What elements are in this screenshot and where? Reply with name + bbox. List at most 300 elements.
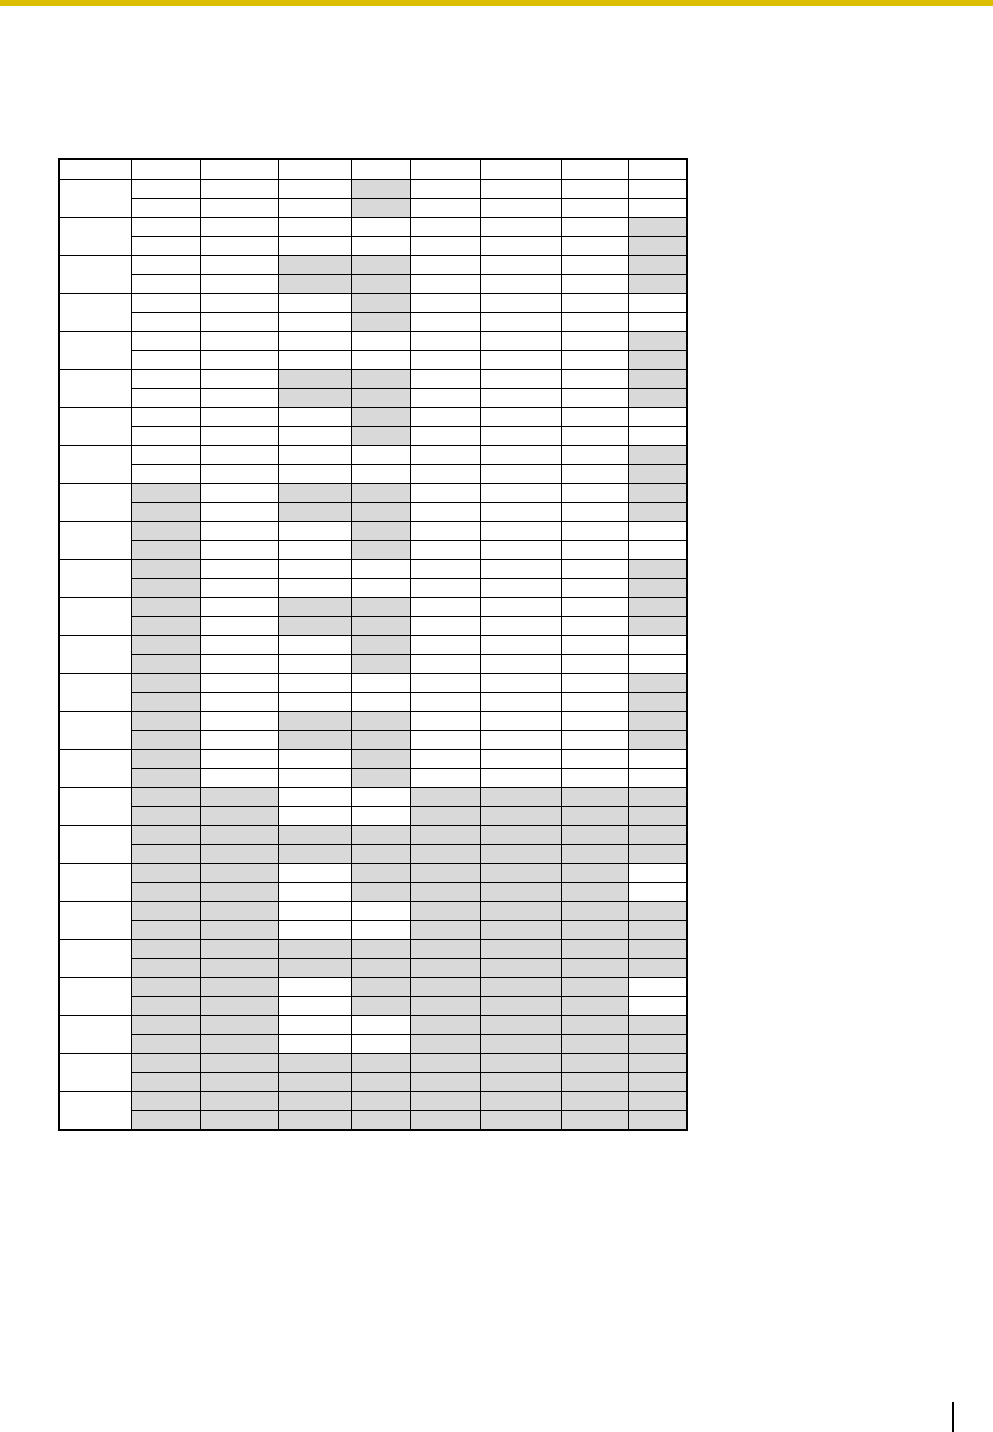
shaded-cell	[628, 370, 687, 389]
empty-cell	[410, 446, 480, 465]
shaded-cell	[131, 1092, 200, 1111]
shaded-cell	[131, 541, 200, 560]
empty-cell	[131, 294, 200, 313]
shaded-cell	[131, 921, 200, 940]
shaded-cell	[480, 959, 561, 978]
table-row	[59, 332, 687, 351]
empty-cell	[561, 484, 628, 503]
empty-cell	[351, 218, 410, 237]
empty-cell	[410, 218, 480, 237]
empty-cell	[131, 465, 200, 484]
shaded-cell	[351, 389, 410, 408]
empty-cell	[200, 503, 278, 522]
shaded-cell	[200, 978, 278, 997]
empty-cell	[278, 237, 351, 256]
shaded-cell	[131, 1035, 200, 1054]
shaded-cell	[351, 940, 410, 959]
shaded-cell	[628, 921, 687, 940]
row-group-label	[59, 978, 131, 1016]
shaded-cell	[561, 940, 628, 959]
empty-cell	[131, 313, 200, 332]
empty-cell	[561, 218, 628, 237]
shaded-cell	[351, 1073, 410, 1092]
empty-cell	[351, 921, 410, 940]
shaded-cell	[410, 997, 480, 1016]
empty-cell	[480, 408, 561, 427]
shaded-cell	[278, 389, 351, 408]
empty-cell	[410, 541, 480, 560]
empty-cell	[628, 769, 687, 788]
shaded-cell	[561, 1035, 628, 1054]
row-group-label	[59, 902, 131, 940]
shaded-cell	[131, 769, 200, 788]
table-row	[59, 1111, 687, 1131]
empty-cell	[561, 256, 628, 275]
empty-cell	[480, 750, 561, 769]
data-table	[58, 158, 688, 1131]
shaded-cell	[480, 1016, 561, 1035]
shaded-cell	[131, 1111, 200, 1131]
empty-cell	[480, 522, 561, 541]
empty-cell	[410, 636, 480, 655]
empty-cell	[200, 617, 278, 636]
table-row	[59, 541, 687, 560]
row-group-label	[59, 560, 131, 598]
shaded-cell	[278, 275, 351, 294]
table-row	[59, 978, 687, 997]
shaded-cell	[561, 1073, 628, 1092]
empty-cell	[561, 636, 628, 655]
empty-cell	[131, 237, 200, 256]
empty-cell	[200, 313, 278, 332]
shaded-cell	[410, 921, 480, 940]
shaded-cell	[351, 655, 410, 674]
row-group-label	[59, 370, 131, 408]
empty-cell	[278, 541, 351, 560]
empty-cell	[480, 446, 561, 465]
shaded-cell	[628, 826, 687, 845]
shaded-cell	[131, 940, 200, 959]
shaded-cell	[131, 845, 200, 864]
empty-cell	[131, 199, 200, 218]
shaded-cell	[278, 503, 351, 522]
empty-cell	[351, 1016, 410, 1035]
empty-cell	[628, 408, 687, 427]
empty-cell	[131, 218, 200, 237]
empty-cell	[561, 446, 628, 465]
empty-cell	[351, 674, 410, 693]
row-group-label	[59, 826, 131, 864]
shaded-cell	[410, 1016, 480, 1035]
empty-cell	[480, 503, 561, 522]
shaded-cell	[351, 845, 410, 864]
empty-cell	[278, 465, 351, 484]
shaded-cell	[200, 1016, 278, 1035]
shaded-cell	[131, 997, 200, 1016]
header-cell	[131, 159, 200, 180]
table-row	[59, 769, 687, 788]
table-row	[59, 446, 687, 465]
empty-cell	[410, 370, 480, 389]
empty-cell	[480, 332, 561, 351]
row-group-label	[59, 256, 131, 294]
shaded-cell	[480, 1111, 561, 1131]
shaded-cell	[131, 598, 200, 617]
empty-cell	[200, 351, 278, 370]
shaded-cell	[628, 598, 687, 617]
row-group-label	[59, 1054, 131, 1092]
shaded-cell	[200, 1111, 278, 1131]
empty-cell	[131, 408, 200, 427]
empty-cell	[561, 522, 628, 541]
empty-cell	[480, 617, 561, 636]
shaded-cell	[480, 826, 561, 845]
shaded-cell	[480, 807, 561, 826]
empty-cell	[278, 978, 351, 997]
empty-cell	[278, 921, 351, 940]
table-row	[59, 1035, 687, 1054]
shaded-cell	[278, 712, 351, 731]
shaded-cell	[278, 598, 351, 617]
table-row	[59, 750, 687, 769]
shaded-cell	[278, 617, 351, 636]
empty-cell	[480, 769, 561, 788]
empty-cell	[131, 351, 200, 370]
shaded-cell	[278, 370, 351, 389]
shaded-cell	[278, 1073, 351, 1092]
shaded-cell	[628, 674, 687, 693]
row-group-label	[59, 218, 131, 256]
empty-cell	[561, 180, 628, 199]
table-row	[59, 864, 687, 883]
empty-cell	[200, 294, 278, 313]
empty-cell	[351, 465, 410, 484]
empty-cell	[278, 750, 351, 769]
empty-cell	[278, 864, 351, 883]
empty-cell	[200, 275, 278, 294]
shaded-cell	[131, 674, 200, 693]
empty-cell	[410, 237, 480, 256]
shaded-cell	[351, 313, 410, 332]
shaded-cell	[278, 1111, 351, 1131]
row-group-label	[59, 484, 131, 522]
shaded-cell	[561, 826, 628, 845]
table-row	[59, 731, 687, 750]
empty-cell	[131, 446, 200, 465]
shaded-cell	[410, 1111, 480, 1131]
table-row	[59, 465, 687, 484]
shaded-cell	[480, 1035, 561, 1054]
shaded-cell	[278, 256, 351, 275]
row-group-label	[59, 446, 131, 484]
header-cell	[561, 159, 628, 180]
header-rule	[0, 0, 993, 6]
shaded-cell	[351, 750, 410, 769]
empty-cell	[131, 370, 200, 389]
shaded-cell	[351, 484, 410, 503]
shaded-cell	[628, 788, 687, 807]
shaded-cell	[410, 1073, 480, 1092]
empty-cell	[131, 180, 200, 199]
empty-cell	[200, 598, 278, 617]
empty-cell	[561, 579, 628, 598]
shaded-cell	[131, 826, 200, 845]
table-row	[59, 902, 687, 921]
empty-cell	[410, 693, 480, 712]
shaded-cell	[278, 940, 351, 959]
empty-cell	[480, 674, 561, 693]
empty-cell	[278, 902, 351, 921]
shaded-cell	[628, 503, 687, 522]
row-group-label	[59, 522, 131, 560]
empty-cell	[561, 674, 628, 693]
empty-cell	[410, 332, 480, 351]
page-edge-marker	[952, 1402, 954, 1432]
shaded-cell	[351, 199, 410, 218]
shaded-cell	[200, 807, 278, 826]
shaded-cell	[480, 845, 561, 864]
shaded-cell	[561, 902, 628, 921]
empty-cell	[278, 883, 351, 902]
empty-cell	[480, 484, 561, 503]
table-row	[59, 1054, 687, 1073]
empty-cell	[480, 465, 561, 484]
shaded-cell	[480, 883, 561, 902]
empty-cell	[480, 389, 561, 408]
shaded-cell	[628, 256, 687, 275]
shaded-cell	[628, 845, 687, 864]
shaded-cell	[351, 598, 410, 617]
empty-cell	[351, 1035, 410, 1054]
shaded-cell	[131, 1073, 200, 1092]
row-group-label	[59, 674, 131, 712]
shaded-cell	[480, 978, 561, 997]
shaded-cell	[351, 427, 410, 446]
row-group-label	[59, 636, 131, 674]
empty-cell	[410, 465, 480, 484]
shaded-cell	[628, 446, 687, 465]
row-group-label	[59, 1016, 131, 1054]
shaded-cell	[628, 1035, 687, 1054]
shaded-cell	[628, 1073, 687, 1092]
empty-cell	[480, 636, 561, 655]
table-row	[59, 484, 687, 503]
shaded-cell	[131, 883, 200, 902]
empty-cell	[200, 674, 278, 693]
empty-cell	[628, 180, 687, 199]
empty-cell	[278, 579, 351, 598]
table-row	[59, 788, 687, 807]
shaded-cell	[410, 959, 480, 978]
empty-cell	[480, 579, 561, 598]
empty-cell	[278, 408, 351, 427]
shaded-cell	[351, 256, 410, 275]
shaded-cell	[628, 902, 687, 921]
empty-cell	[480, 180, 561, 199]
empty-cell	[480, 313, 561, 332]
empty-cell	[561, 560, 628, 579]
shaded-cell	[628, 959, 687, 978]
shaded-cell	[410, 788, 480, 807]
empty-cell	[410, 256, 480, 275]
empty-cell	[278, 674, 351, 693]
shaded-cell	[410, 845, 480, 864]
empty-cell	[200, 332, 278, 351]
shaded-cell	[561, 1092, 628, 1111]
empty-cell	[278, 693, 351, 712]
shaded-cell	[200, 883, 278, 902]
shaded-cell	[351, 997, 410, 1016]
empty-cell	[410, 731, 480, 750]
table-row	[59, 389, 687, 408]
shaded-cell	[410, 864, 480, 883]
empty-cell	[480, 256, 561, 275]
empty-cell	[410, 674, 480, 693]
empty-cell	[628, 655, 687, 674]
empty-cell	[480, 275, 561, 294]
empty-cell	[410, 408, 480, 427]
shaded-cell	[278, 1092, 351, 1111]
empty-cell	[410, 560, 480, 579]
empty-cell	[561, 313, 628, 332]
table-header-row	[59, 159, 687, 180]
table-row	[59, 370, 687, 389]
shaded-cell	[410, 902, 480, 921]
shaded-cell	[410, 883, 480, 902]
empty-cell	[561, 370, 628, 389]
shaded-cell	[561, 883, 628, 902]
empty-cell	[200, 256, 278, 275]
shaded-cell	[351, 1054, 410, 1073]
shaded-cell	[351, 864, 410, 883]
shaded-cell	[628, 237, 687, 256]
empty-cell	[628, 864, 687, 883]
empty-cell	[351, 446, 410, 465]
shaded-cell	[200, 845, 278, 864]
empty-cell	[410, 351, 480, 370]
empty-cell	[410, 750, 480, 769]
table-row	[59, 351, 687, 370]
empty-cell	[131, 389, 200, 408]
empty-cell	[131, 275, 200, 294]
empty-cell	[351, 902, 410, 921]
table-row	[59, 275, 687, 294]
shaded-cell	[410, 940, 480, 959]
empty-cell	[628, 636, 687, 655]
empty-cell	[410, 313, 480, 332]
shaded-cell	[480, 1092, 561, 1111]
empty-cell	[200, 522, 278, 541]
row-group-label	[59, 408, 131, 446]
shaded-cell	[131, 978, 200, 997]
shaded-cell	[410, 1092, 480, 1111]
shaded-cell	[131, 484, 200, 503]
shaded-cell	[628, 218, 687, 237]
empty-cell	[200, 427, 278, 446]
shaded-cell	[278, 1054, 351, 1073]
shaded-cell	[200, 826, 278, 845]
shaded-cell	[278, 826, 351, 845]
empty-cell	[480, 427, 561, 446]
shaded-cell	[278, 959, 351, 978]
row-group-label	[59, 940, 131, 978]
header-cell	[59, 159, 131, 180]
empty-cell	[410, 522, 480, 541]
empty-cell	[278, 807, 351, 826]
shaded-cell	[480, 788, 561, 807]
row-group-label	[59, 332, 131, 370]
empty-cell	[278, 1035, 351, 1054]
shaded-cell	[351, 1092, 410, 1111]
empty-cell	[410, 579, 480, 598]
shaded-cell	[628, 1054, 687, 1073]
shaded-cell	[351, 826, 410, 845]
shaded-cell	[351, 275, 410, 294]
empty-cell	[200, 465, 278, 484]
empty-cell	[561, 712, 628, 731]
table-row	[59, 294, 687, 313]
empty-cell	[480, 294, 561, 313]
shaded-cell	[278, 845, 351, 864]
empty-cell	[410, 769, 480, 788]
table-row	[59, 712, 687, 731]
shaded-cell	[131, 579, 200, 598]
empty-cell	[351, 693, 410, 712]
shaded-cell	[628, 693, 687, 712]
empty-cell	[480, 370, 561, 389]
empty-cell	[410, 199, 480, 218]
shaded-cell	[131, 1016, 200, 1035]
empty-cell	[561, 617, 628, 636]
empty-cell	[278, 427, 351, 446]
shaded-cell	[200, 997, 278, 1016]
table-row	[59, 1016, 687, 1035]
empty-cell	[628, 427, 687, 446]
empty-cell	[278, 294, 351, 313]
table-row	[59, 579, 687, 598]
shaded-cell	[200, 940, 278, 959]
shaded-cell	[351, 522, 410, 541]
shaded-cell	[131, 522, 200, 541]
empty-cell	[351, 807, 410, 826]
row-group-label	[59, 788, 131, 826]
shaded-cell	[628, 617, 687, 636]
shaded-cell	[480, 1054, 561, 1073]
empty-cell	[131, 332, 200, 351]
shaded-cell	[351, 731, 410, 750]
shaded-cell	[628, 351, 687, 370]
shaded-cell	[200, 864, 278, 883]
empty-cell	[278, 560, 351, 579]
shaded-cell	[200, 902, 278, 921]
shaded-cell	[628, 389, 687, 408]
shaded-cell	[628, 275, 687, 294]
shaded-cell	[561, 1111, 628, 1131]
empty-cell	[410, 294, 480, 313]
shaded-cell	[351, 883, 410, 902]
empty-cell	[200, 218, 278, 237]
empty-cell	[278, 1016, 351, 1035]
shaded-cell	[131, 560, 200, 579]
shaded-cell	[131, 693, 200, 712]
empty-cell	[561, 655, 628, 674]
empty-cell	[480, 693, 561, 712]
shaded-cell	[628, 1111, 687, 1131]
empty-cell	[410, 655, 480, 674]
row-group-label	[59, 180, 131, 218]
shaded-cell	[410, 978, 480, 997]
empty-cell	[561, 294, 628, 313]
